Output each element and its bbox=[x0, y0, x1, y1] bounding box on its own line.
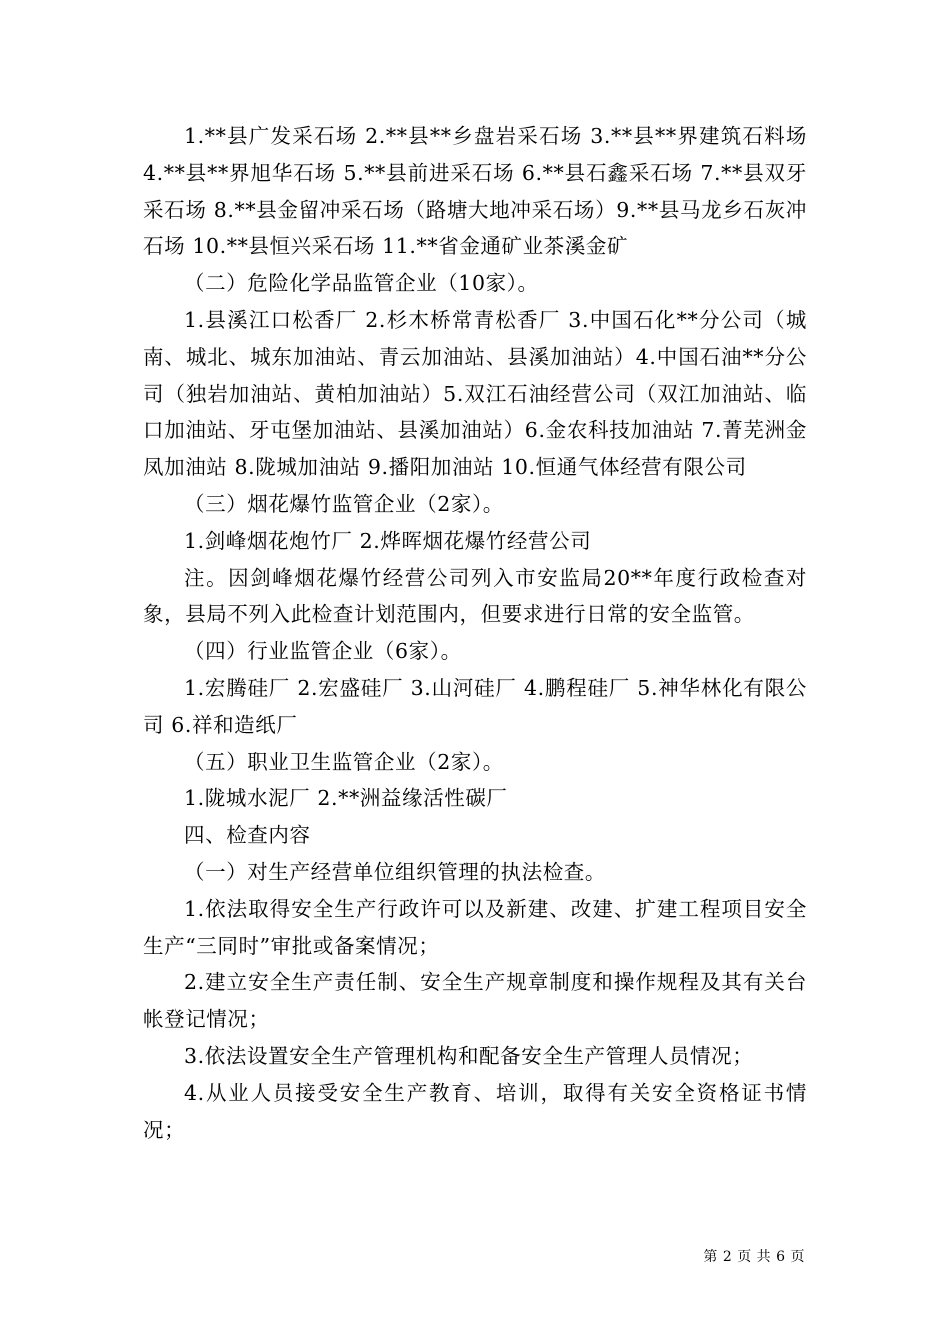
heading-fireworks: （三）烟花爆竹监管企业（2家）。 bbox=[184, 491, 504, 516]
paragraph-quarry-list: 1.**县广发采石场 2.**县**乡盘岩采石场 3.**县**界建筑石料场 4.**县**界旭华石场 5.**县前进采石场 6.**县石鑫采石场 7.**县双牙采石场 8.**县金留冲采石场（路塘大地冲采石场）9.**县马龙乡石灰冲石场 10.**县恒兴采石场 11.**省金通矿业茶溪金矿 bbox=[143, 124, 807, 259]
heading-inspection-content: 四、检查内容 bbox=[184, 823, 311, 848]
paragraph-fireworks-list: 1.剑峰烟花炮竹厂 2.烨晖烟花爆竹经营公司 bbox=[184, 528, 592, 553]
heading-industry: （四）行业监管企业（6家）。 bbox=[184, 639, 462, 664]
document-body bbox=[143, 118, 807, 1148]
paragraph-note: 注。因剑峰烟花爆竹经营公司列入市安监局20**年度行政检查对象，县局不列入此检查计划范围内，但要求进行日常的安全监管。 bbox=[143, 565, 807, 627]
heading-occupational-health: （五）职业卫生监管企业（2家）。 bbox=[184, 749, 504, 774]
paragraph-industry-list: 1.宏腾硅厂 2.宏盛硅厂 3.山河硅厂 4.鹏程硅厂 5.神华林化有限公司 6.祥和造纸厂 bbox=[143, 675, 807, 737]
item-management-staffing: 3.依法设置安全生产管理机构和配备安全生产管理人员情况； bbox=[184, 1043, 754, 1068]
item-responsibility-system: 2.建立安全生产责任制、安全生产规章制度和操作规程及其有关台帐登记情况； bbox=[143, 970, 807, 1032]
paragraph-chemicals-list: 1.县溪江口松香厂 2.杉木桥常青松香厂 3.中国石化**分公司（城南、城北、城东加油站、青云加油站、县溪加油站）4.中国石油**分公司（独岩加油站、黄柏加油站）5.双江石油经营公司（双江加油站、临口加油站、牙屯堡加油站、县溪加油站）6.金农科技加油站 7.菁芜洲金凤加油站 8.陇城加油站 9.播阳加油站 10.恒通气体经营有限公司 bbox=[143, 307, 807, 480]
page-number: 第 2 页 共 6 页 bbox=[703, 1249, 805, 1265]
subheading-organization-inspection: （一）对生产经营单位组织管理的执法检查。 bbox=[184, 859, 606, 884]
item-training: 4.从业人员接受安全生产教育、培训，取得有关安全资格证书情况； bbox=[143, 1080, 807, 1142]
heading-hazardous-chemicals: （二）危险化学品监管企业（10家）。 bbox=[184, 271, 539, 296]
item-licensing: 1.依法取得安全生产行政许可以及新建、改建、扩建工程项目安全生产“三同时”审批或备案情况； bbox=[143, 896, 807, 958]
paragraph-occupational-health-list: 1.陇城水泥厂 2.**洲益缘活性碳厂 bbox=[184, 786, 508, 811]
